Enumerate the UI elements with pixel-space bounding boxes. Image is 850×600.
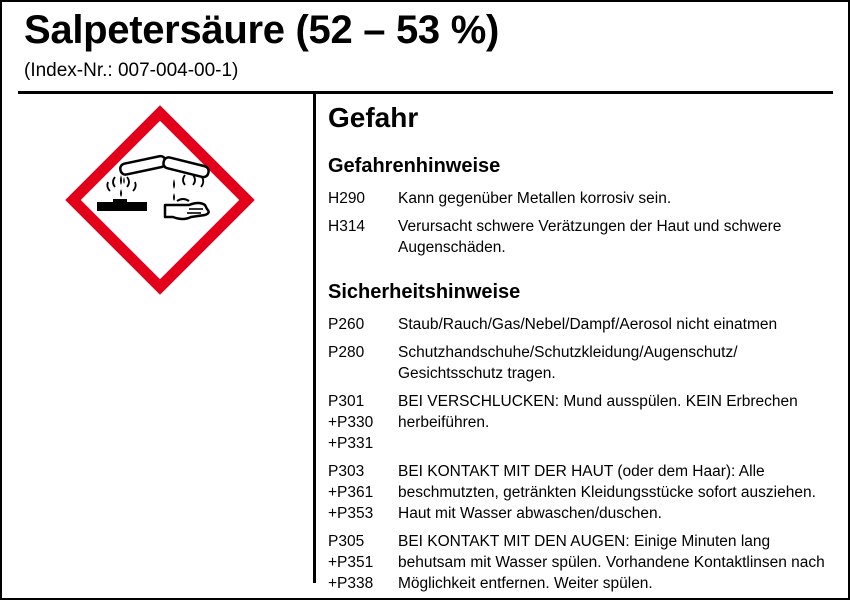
statement-text: BEI KONTAKT MIT DER HAUT (oder dem Haar): Alle beschmutzten, getränkten Kleidungsstücke sofort ausziehen. Haut mit Wasser abwaschen/duschen. bbox=[398, 463, 816, 522]
precautionary-statements-heading: Sicherheitshinweise bbox=[328, 281, 521, 303]
label-title: Salpetersäure (52 – 53 %) bbox=[24, 8, 499, 52]
statement-text: Staub/Rauch/Gas/Nebel/Dampf/Aerosol nicht einatmen bbox=[398, 316, 778, 333]
statement-code: P303 +P361 +P353 bbox=[328, 463, 374, 522]
statement-code: P260 bbox=[328, 316, 365, 333]
statement-code: P280 bbox=[328, 344, 365, 361]
statement-code: P301 +P330 +P331 bbox=[328, 393, 374, 452]
statement-code: H314 bbox=[328, 218, 366, 235]
hazard-statement bbox=[328, 216, 828, 258]
column-divider bbox=[313, 93, 316, 583]
statement-text: Kann gegenüber Metallen korrosiv sein. bbox=[398, 190, 672, 207]
index-number: (Index-Nr.: 007-004-00-1) bbox=[24, 60, 239, 81]
hazard-statements-list bbox=[328, 188, 828, 258]
precautionary-statement bbox=[328, 342, 828, 384]
precautionary-statement bbox=[328, 314, 828, 335]
statement-code: H290 bbox=[328, 190, 366, 207]
precautionary-statement bbox=[328, 531, 828, 594]
statement-text: Verursacht schwere Verätzungen der Haut und schwere Augenschäden. bbox=[398, 218, 782, 256]
hazard-statement bbox=[328, 188, 828, 209]
precautionary-statement bbox=[328, 391, 828, 454]
signal-word: Gefahr bbox=[328, 102, 419, 133]
corrosion-icon bbox=[65, 105, 255, 295]
statement-text: BEI VERSCHLUCKEN: Mund ausspülen. KEIN Erbrechen herbeiführen. bbox=[398, 393, 798, 431]
statement-text: BEI KONTAKT MIT DEN AUGEN: Einige Minuten lang behutsam mit Wasser spülen. Vorhandene Kontaktlinsen nach Möglichkeit entfernen. Weiter spülen. bbox=[398, 533, 825, 592]
header-divider bbox=[18, 91, 833, 94]
precautionary-statements-list bbox=[328, 314, 828, 594]
statement-text: Schutzhandschuhe/Schutzkleidung/Augenschutz/ Gesichtsschutz tragen. bbox=[398, 344, 738, 382]
hazard-statements-heading: Gefahrenhinweise bbox=[328, 155, 501, 177]
hazard-info bbox=[328, 100, 828, 594]
statement-code: P305 +P351 +P338 bbox=[328, 533, 374, 592]
precautionary-statement bbox=[328, 461, 828, 524]
